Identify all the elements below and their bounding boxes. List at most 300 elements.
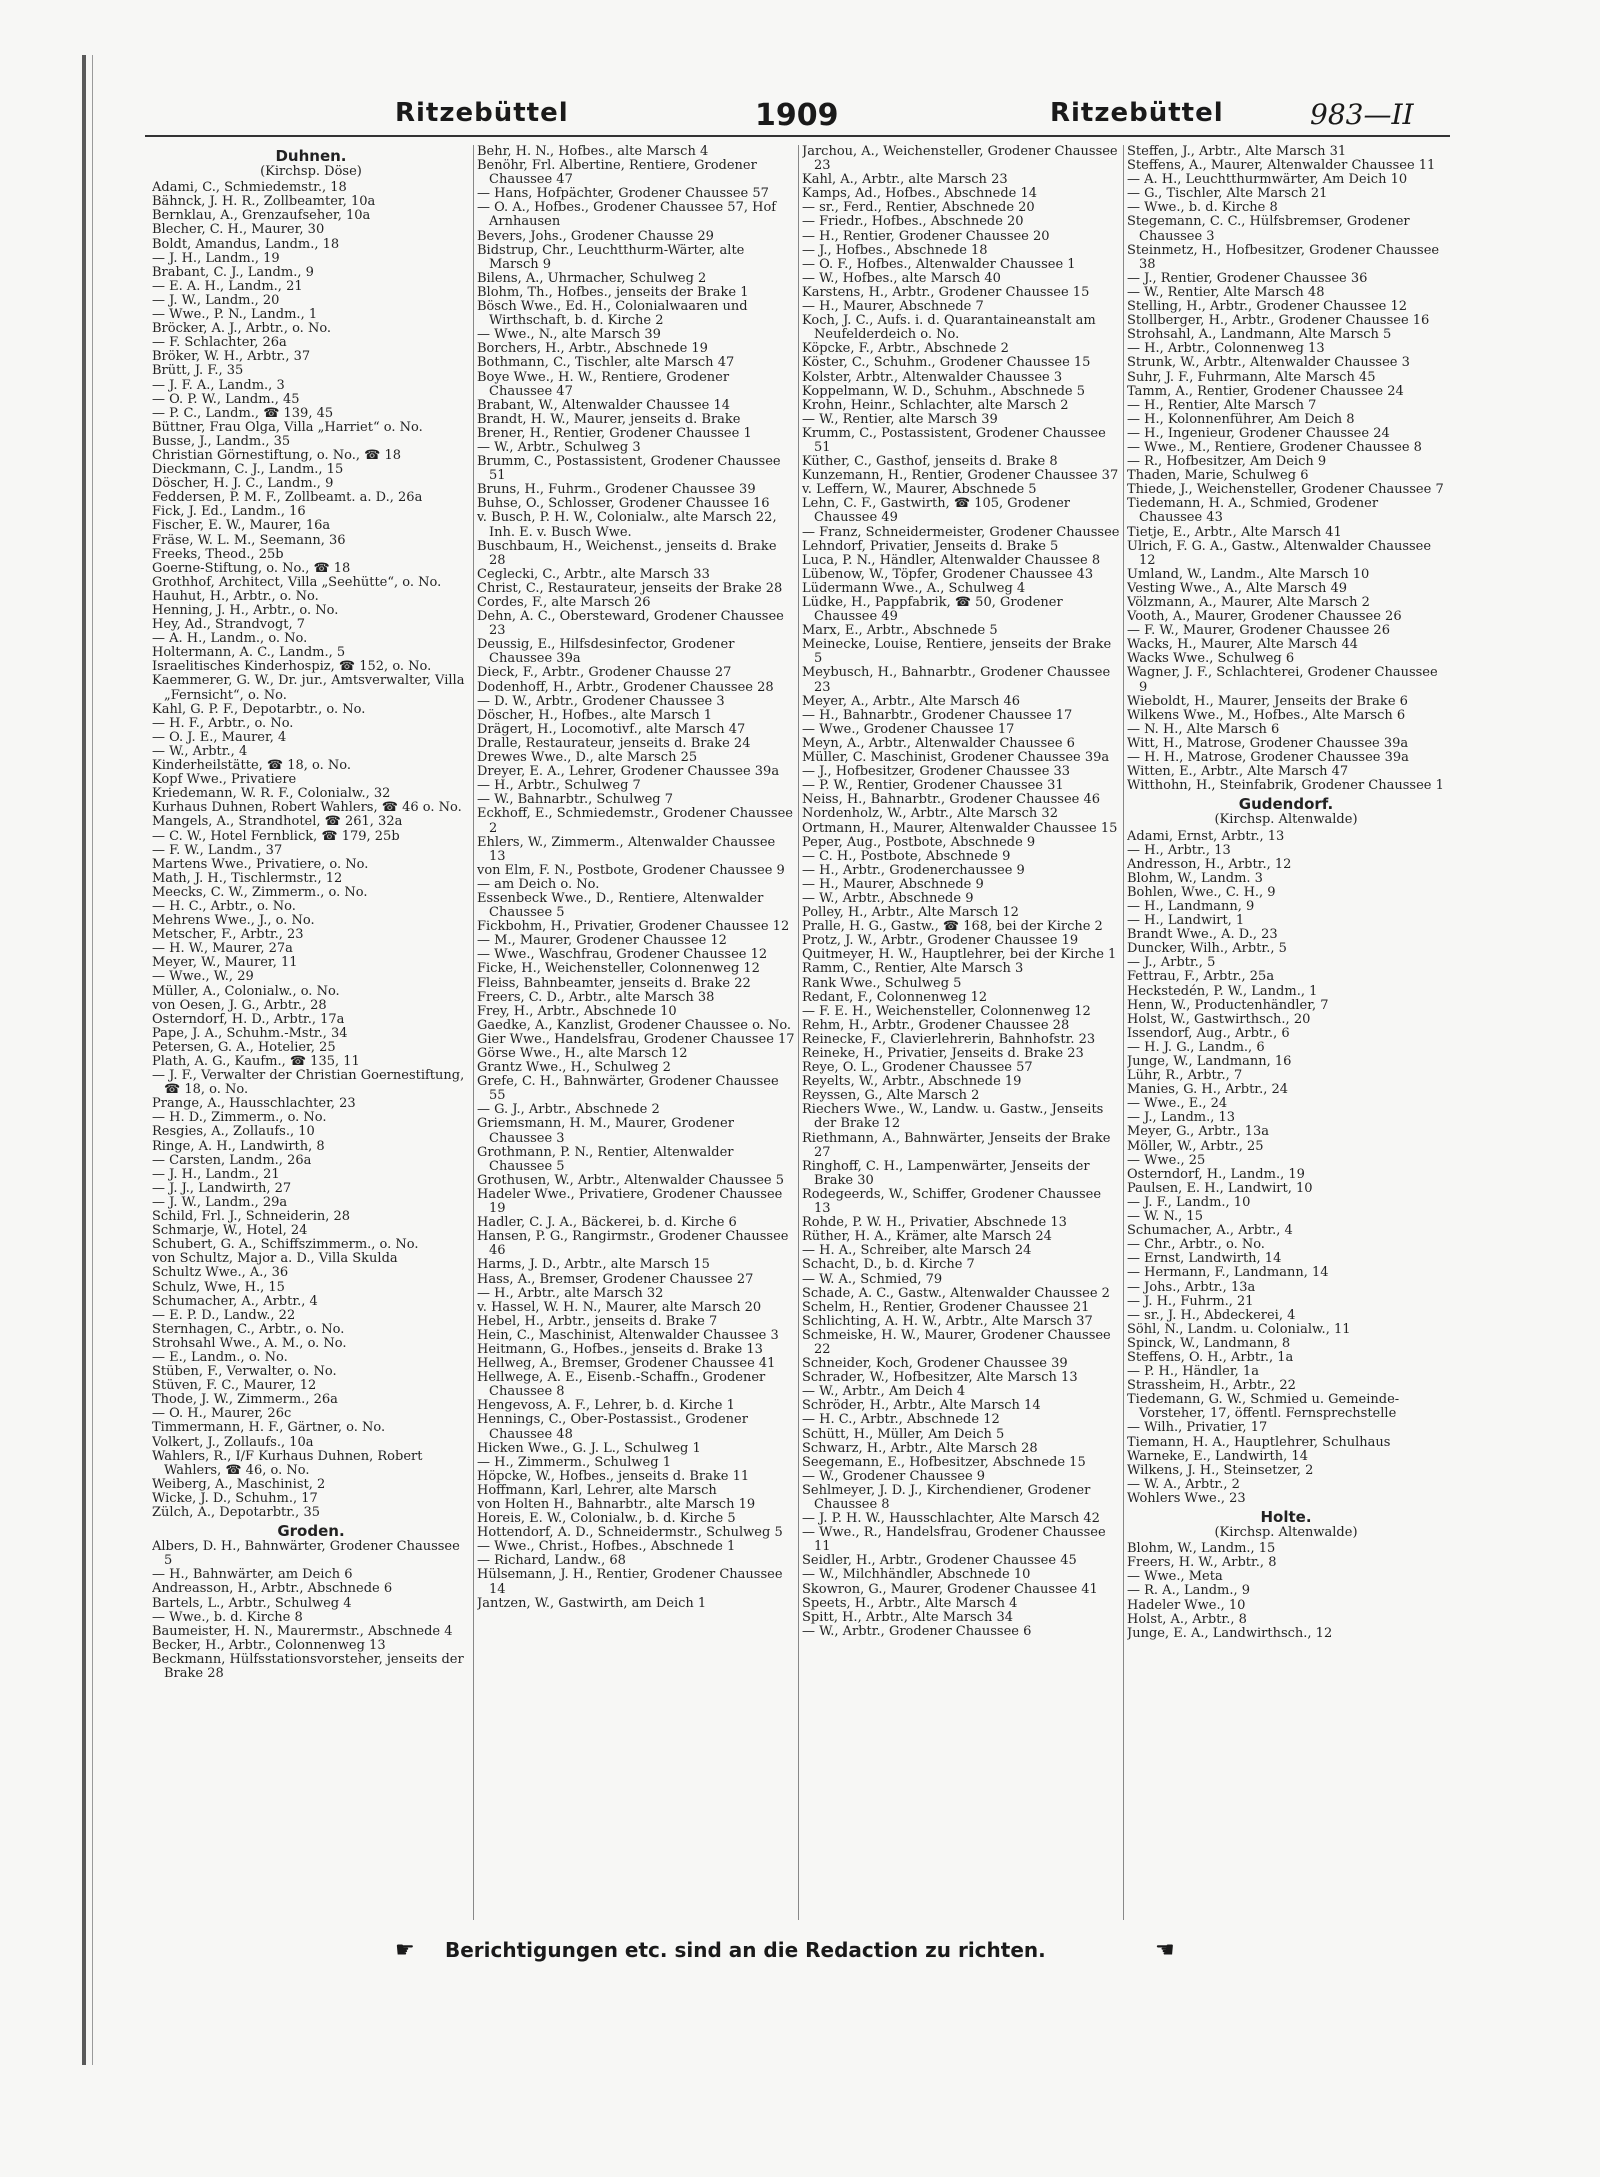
directory-entry: Quitmeyer, H. W., Hauptlehrer, bei der Kirche 1 (802, 947, 1117, 963)
directory-entry: Bothmann, C., Tischler, alte Marsch 47 (477, 355, 735, 371)
directory-entry: Holst, W., Gastwirthsch., 20 (1127, 1011, 1311, 1027)
directory-entry: Boldt, Amandus, Landm., 18 (152, 236, 340, 252)
directory-entry: Müller, A., Colonialw., o. No. (152, 983, 340, 999)
directory-entry: Pralle, H. G., Gastw., ☎ 168, bei der Kirche 2 (802, 919, 1103, 935)
directory-entry: — H., Arbtr., alte Marsch 32 (477, 1285, 664, 1301)
directory-entry: — R. A., Landm., 9 (1127, 1583, 1251, 1599)
directory-entry: — J. H., Fuhrm., 21 (1127, 1293, 1254, 1309)
directory-entry: Wicke, J. D., Schuhm., 17 (152, 1490, 318, 1506)
directory-entry: Cordes, F., alte Marsch 26 (477, 595, 651, 610)
directory-entry: — F. E. H., Weichensteller, Colonnenweg 12 (802, 1003, 1091, 1019)
directory-entry: Timmermann, H. F., Gärtner, o. No. (152, 1420, 386, 1436)
directory-entry: von Oesen, J. G., Arbtr., 28 (152, 997, 327, 1013)
directory-entry: — D. W., Arbtr., Grodener Chaussee 3 (477, 693, 725, 709)
directory-entry: — J., Landm., 13 (1127, 1110, 1236, 1126)
directory-entry: Thode, J. W., Zimmerm., 26a (152, 1392, 338, 1408)
page-number: 983—II (1310, 98, 1414, 131)
directory-entry: Brumm, C., Postassistent, Grodener Chaussee 51 (477, 454, 781, 484)
directory-entry: — H., Arbtr., 13 (1127, 842, 1231, 858)
directory-entry: von Schultz, Major a. D., Villa Skulda (152, 1251, 398, 1267)
directory-entry: — H., Arbtr., Grodenerchaussee 9 (802, 862, 1025, 878)
directory-entry: Math, J. H., Tischlermstr., 12 (152, 870, 343, 886)
directory-entry: Christian Görnestiftung, o. No., ☎ 18 (152, 447, 402, 463)
directory-entry: Stüben, F., Verwalter, o. No. (152, 1364, 337, 1380)
directory-entry: Drägert, H., Locomotivf., alte Marsch 47 (477, 721, 746, 737)
directory-entry: Grantz Wwe., H., Schulweg 2 (477, 1060, 671, 1076)
directory-entry: Reyssen, G., Alte Marsch 2 (802, 1088, 980, 1104)
directory-entry: Witt, H., Matrose, Grodener Chaussee 39a (1127, 735, 1409, 751)
directory-entry: Wahlers, R., I/F Kurhaus Duhnen, Robert Wahlers, ☎ 46, o. No. (152, 1448, 423, 1478)
directory-entry: Luca, P. N., Händler, Altenwalder Chaussee 8 (802, 552, 1101, 568)
directory-entry: Adami, C., Schmiedemstr., 18 (152, 180, 347, 196)
directory-entry: Pape, J. A., Schuhm.-Mstr., 34 (152, 1025, 348, 1041)
directory-entry: Dreyer, E. A., Lehrer, Grodener Chaussee 39a (477, 764, 780, 780)
directory-entry: Prange, A., Hausschlachter, 23 (152, 1096, 356, 1112)
directory-entry: Griemsmann, H. M., Maurer, Grodener Chaussee 3 (477, 1116, 734, 1146)
directory-entry: — H. H., Matrose, Grodener Chaussee 39a (1127, 750, 1409, 766)
directory-entry: Andresson, H., Arbtr., 12 (1127, 856, 1292, 872)
directory-entry: Bilens, A., Uhrmacher, Schulweg 2 (477, 270, 707, 286)
directory-entry: Spinck, W., Landmann, 8 (1127, 1335, 1291, 1351)
directory-entry: — H. J. G., Landm., 6 (1127, 1039, 1265, 1055)
directory-entry: — F. W., Maurer, Grodener Chaussee 26 (1127, 623, 1390, 639)
directory-entry: Schulz, Wwe, H., 15 (152, 1279, 285, 1295)
pointing-hand-right-icon: ☛ (395, 1938, 415, 1963)
directory-entry: — H. D., Zimmerm., o. No. (152, 1110, 327, 1126)
directory-entry: — H. C., Arbtr., o. No. (152, 898, 296, 914)
header-place-right: Ritzebüttel (1050, 98, 1224, 128)
directory-entry: Hadeler Wwe., 10 (1127, 1597, 1246, 1613)
directory-entry: Busse, J., Landm., 35 (152, 433, 291, 449)
directory-entry: Marx, E., Arbtr., Abschnede 5 (802, 623, 998, 639)
directory-entry: Grothhof, Architect, Villa „Seehütte“, o. No. (152, 574, 442, 590)
directory-entry: — H., Rentier, Grodener Chaussee 20 (802, 228, 1050, 244)
directory-entry: Hebel, H., Arbtr., jenseits d. Brake 7 (477, 1313, 718, 1329)
directory-entry: Bartels, L., Arbtr., Schulweg 4 (152, 1595, 352, 1611)
directory-entry: Wieboldt, H., Maurer, Jenseits der Brake 6 (1127, 693, 1408, 709)
directory-entry: Rehm, H., Arbtr., Grodener Chaussee 28 (802, 1017, 1070, 1033)
directory-entry: — J. F., Landm., 10 (1127, 1194, 1251, 1210)
directory-entry: von Holten H., Bahnarbtr., alte Marsch 19 (477, 1497, 756, 1512)
directory-entry: Nordenholz, W., Arbtr., Alte Marsch 32 (802, 806, 1058, 822)
directory-entry: Lühr, R., Arbtr., 7 (1127, 1068, 1243, 1084)
directory-entry: Bröker, W. H., Arbtr., 37 (152, 349, 311, 365)
directory-entry: Holtermann, A. C., Landm., 5 (152, 645, 346, 661)
directory-entry: — W., Hofbes., alte Marsch 40 (802, 270, 1001, 286)
directory-entry: Schubert, G. A., Schiffszimmerm., o. No. (152, 1237, 419, 1253)
directory-entry: Hansen, P. G., Rangirmstr., Grodener Chaussee 46 (477, 1229, 789, 1259)
binding-edge-line (92, 55, 93, 2065)
directory-entry: Koch, J. C., Aufs. i. d. Quarantaineanstalt am Neufelderdeich o. No. (802, 313, 1096, 343)
directory-entry: Hottendorf, A. D., Schneidermstr., Schulweg 5 (477, 1525, 783, 1541)
directory-entry: Brabant, W., Altenwalder Chaussee 14 (477, 397, 731, 413)
directory-entry: — Wwe., b. d. Kirche 8 (152, 1609, 303, 1625)
directory-entry: Tiedemann, G. W., Schmied u. Gemeinde-Vorsteher, 17, öffentl. Fernsprechstelle (1127, 1392, 1400, 1422)
directory-entry: Protz, J. W., Arbtr., Grodener Chaussee 19 (802, 933, 1079, 949)
directory-entry: Schacht, D., b. d. Kirche 7 (802, 1257, 975, 1273)
pointing-hand-left-icon: ☚ (1155, 1938, 1175, 1963)
directory-entry: Hass, A., Bremser, Grodener Chaussee 27 (477, 1271, 754, 1287)
directory-entry: Strohsahl, A., Landmann, Alte Marsch 5 (1127, 327, 1392, 343)
header-place-left: Ritzebüttel (395, 98, 569, 128)
directory-entry: — N. H., Alte Marsch 6 (1127, 721, 1280, 737)
directory-entry: Hennings, C., Ober-Postassist., Grodener Chaussee 48 (477, 1412, 748, 1442)
directory-entry: Ehlers, W., Zimmerm., Altenwalder Chaussee 13 (477, 834, 776, 864)
directory-entry: Buhse, O., Schlosser, Grodener Chaussee 16 (477, 496, 770, 512)
directory-entry: Manies, G. H., Arbtr., 24 (1127, 1082, 1289, 1098)
directory-entry: Reyelts, W., Arbtr., Abschnede 19 (802, 1074, 1022, 1090)
directory-entry: Essenbeck Wwe., D., Rentiere, Altenwalder Chaussee 5 (477, 890, 764, 921)
directory-entry: Höpcke, W., Hofbes., jenseits d. Brake 11 (477, 1468, 750, 1484)
directory-entry: Tietje, E., Arbtr., Alte Marsch 41 (1127, 524, 1342, 540)
directory-entry: Riethmann, A., Bahnwärter, Jenseits der Brake 27 (802, 1130, 1111, 1160)
directory-entry: Polley, H., Arbtr., Alte Marsch 12 (802, 905, 1019, 921)
directory-entry: Steffens, A., Maurer, Altenwalder Chaussee 11 (1127, 158, 1436, 174)
directory-entry: Beckmann, Hülfsstationsvorsteher, jenseits der Brake 28 (152, 1651, 464, 1682)
directory-entry: — W. N., 15 (1127, 1209, 1203, 1225)
directory-entry: — Richard, Landw., 68 (477, 1553, 626, 1569)
column-3 (802, 145, 1120, 1920)
header-rule (145, 135, 1450, 137)
directory-entry: Spitt, H., Arbtr., Alte Marsch 34 (802, 1609, 1014, 1625)
directory-entry: — sr., J. H., Abdeckerei, 4 (1127, 1307, 1296, 1323)
directory-entry: — H. A., Schreiber, alte Marsch 24 (802, 1243, 1032, 1259)
directory-entry: Bohlen, Wwe., C. H., 9 (1127, 884, 1276, 900)
directory-entry: Kahl, A., Arbtr., alte Marsch 23 (802, 172, 1008, 188)
directory-entry: — H., Maurer, Abschnede 9 (802, 876, 984, 892)
directory-entry: Fleiss, Bahnbeamter, jenseits d. Brake 22 (477, 975, 751, 991)
directory-entry: — J. W., Landm., 20 (152, 292, 280, 308)
directory-entry: Stüven, F. C., Maurer, 12 (152, 1378, 317, 1394)
directory-entry: Freers, H. W., Arbtr., 8 (1127, 1555, 1277, 1571)
directory-entry: Henning, J. H., Arbtr., o. No. (152, 603, 339, 618)
directory-entry: — Wwe., W., 29 (152, 969, 254, 985)
directory-entry: Plath, A. G., Kaufm., ☎ 135, 11 (152, 1054, 360, 1069)
directory-entry: Reineke, H., Privatier, Jenseits d. Brake 23 (802, 1046, 1084, 1061)
directory-entry: Boye Wwe., H. W., Rentiere, Grodener Chaussee 47 (477, 369, 730, 399)
directory-entry: Christ, C., Restaurateur, jenseits der Brake 28 (477, 580, 783, 596)
directory-entry: — E., Landm., o. No. (152, 1349, 288, 1365)
directory-entry: Meecks, C. W., Zimmerm., o. No. (152, 884, 368, 900)
directory-entry: Eckhoff, E., Schmiedemstr., Grodener Chaussee 2 (477, 806, 793, 836)
directory-entry: Möller, W., Arbtr., 25 (1127, 1138, 1264, 1154)
directory-entry: — H., Rentier, Alte Marsch 7 (1127, 397, 1317, 413)
directory-entry: Wilkens, J. H., Steinsetzer, 2 (1127, 1462, 1314, 1478)
directory-entry: Kopf Wwe., Privatiere (152, 772, 297, 788)
column-2 (477, 145, 795, 1920)
binding-edge (82, 55, 86, 2065)
directory-entry: Bruns, H., Fuhrm., Grodener Chaussee 39 (477, 482, 756, 498)
directory-entry: — H., Landwirt, 1 (1127, 913, 1245, 929)
directory-entry: Rank Wwe., Schulweg 5 (802, 975, 962, 991)
directory-entry: — W., Rentier, Alte Marsch 48 (1127, 284, 1325, 300)
directory-entry: Grefe, C. H., Bahnwärter, Grodener Chaussee 55 (477, 1074, 779, 1104)
directory-entry: Wilkens Wwe., M., Hofbes., Alte Marsch 6 (1127, 707, 1406, 723)
directory-entry: — W., Arbtr., Grodener Chaussee 6 (802, 1623, 1032, 1639)
directory-entry: Martens Wwe., Privatiere, o. No. (152, 856, 369, 872)
directory-entry: — Wwe., b. d. Kirche 8 (1127, 200, 1278, 216)
directory-entry: Albers, D. H., Bahnwärter, Grodener Chaussee 5 (152, 1539, 460, 1569)
directory-entry: Adami, Ernst, Arbtr., 13 (1127, 828, 1285, 844)
directory-entry: — O. J. E., Maurer, 4 (152, 729, 287, 745)
directory-entry: Müller, C. Maschinist, Grodener Chaussee 39a (802, 750, 1110, 766)
directory-entry: — W., Rentier, alte Marsch 39 (802, 411, 998, 427)
directory-entry: Vesting Wwe., A., Alte Marsch 49 (1127, 580, 1348, 596)
directory-entry: Hellwege, A. E., Eisenb.-Schaffn., Grodener Chaussee 8 (477, 1370, 766, 1400)
directory-entry: Brandt, H. W., Maurer, jenseits d. Brake (477, 411, 741, 427)
directory-entry: Lüdke, H., Pappfabrik, ☎ 50, Grodener Chaussee 49 (802, 595, 1063, 625)
directory-entry: Krohn, Heinr., Schlachter, alte Marsch 2 (802, 397, 1069, 413)
footer-text: Berichtigungen etc. sind an die Redaction zu richten. (445, 1938, 1046, 1962)
directory-entry: Hengevoss, A. F., Lehrer, b. d. Kirche 1 (477, 1398, 735, 1414)
directory-entry: Schütt, H., Müller, Am Deich 5 (802, 1426, 1005, 1442)
directory-entry: — Hermann, F., Landmann, 14 (1127, 1265, 1329, 1281)
directory-entry: Weiberg, A., Maschinist, 2 (152, 1476, 326, 1492)
directory-entry: Ringhoff, C. H., Lampenwärter, Jenseits der Brake 30 (802, 1158, 1090, 1188)
directory-entry: Dieck, F., Arbtr., Grodener Chausse 27 (477, 665, 732, 681)
directory-entry: v. Busch, P. H. W., Colonialw., alte Marsch 22, Inh. E. v. Busch Wwe. (477, 510, 777, 540)
directory-entry: Hadeler Wwe., Privatiere, Grodener Chaussee 19 (477, 1186, 783, 1217)
directory-entry: Köster, C., Schuhm., Grodener Chaussee 15 (802, 355, 1091, 371)
directory-entry: — Friedr., Hofbes., Abschnede 20 (802, 214, 1024, 230)
directory-entry: Steinmetz, H., Hofbesitzer, Grodener Chaussee 38 (1127, 242, 1440, 272)
directory-entry: Jarchou, A., Weichensteller, Grodener Chaussee 23 (802, 145, 1118, 174)
directory-entry: Resgies, A., Zollaufs., 10 (152, 1124, 315, 1140)
directory-entry: — C. W., Hotel Fernblick, ☎ 179, 25b (152, 828, 400, 844)
directory-entry: — Wwe., Grodener Chaussee 17 (802, 721, 1015, 737)
directory-entry: Freers, C. D., Arbtr., alte Marsch 38 (477, 989, 715, 1005)
directory-entry: — W., Arbtr., Am Deich 4 (802, 1384, 966, 1400)
directory-entry: Mehrens Wwe., J., o. No. (152, 913, 315, 929)
directory-entry: Paulsen, E. H., Landwirt, 10 (1127, 1180, 1313, 1196)
directory-entry: Wacks, H., Maurer, Alte Marsch 44 (1127, 637, 1359, 653)
directory-entry: Osterndorf, H., Landm., 19 (1127, 1166, 1305, 1182)
directory-entry: — J., Rentier, Grodener Chaussee 36 (1127, 270, 1368, 286)
directory-entry: — J., Arbtr., 5 (1127, 955, 1216, 971)
directory-entry: Schumacher, A., Arbtr., 4 (1127, 1223, 1293, 1239)
directory-entry: Rodegeerds, W., Schiffer, Grodener Chaussee 13 (802, 1186, 1102, 1217)
directory-entry: — Franz, Schneidermeister, Grodener Chaussee (802, 524, 1120, 540)
directory-entry: Riechers Wwe., W., Landw. u. Gastw., Jenseits der Brake 12 (802, 1102, 1104, 1132)
directory-entry: — W., Bahnarbtr., Schulweg 7 (477, 792, 673, 808)
directory-entry: Witten, E., Arbtr., Alte Marsch 47 (1127, 764, 1349, 780)
directory-entry: — H., Bahnwärter, am Deich 6 (152, 1567, 353, 1583)
directory-entry: Lüdermann Wwe., A., Schulweg 4 (802, 580, 1026, 596)
directory-entry: Schröder, H., Arbtr., Alte Marsch 14 (802, 1398, 1041, 1414)
directory-entry: Junge, E. A., Landwirthsch., 12 (1127, 1625, 1333, 1641)
directory-entry: Büttner, Frau Olga, Villa „Harriet“ o. No. (152, 419, 423, 435)
directory-entry: Andreasson, H., Arbtr., Abschnede 6 (152, 1581, 393, 1597)
directory-entry: v. Hassel, W. H. N., Maurer, alte Marsch 20 (477, 1299, 762, 1315)
directory-entry: Krumm, C., Postassistent, Grodener Chaussee 51 (802, 425, 1106, 455)
directory-entry: Suhr, J. F., Fuhrmann, Alte Marsch 45 (1127, 369, 1376, 385)
directory-entry: Söhl, N., Landm. u. Colonialw., 11 (1127, 1321, 1351, 1337)
directory-entry: — H. W., Maurer, 27a (152, 941, 293, 957)
directory-entry: Brabant, C. J., Landm., 9 (152, 264, 314, 280)
directory-entry: — H., Kolonnenführer, Am Deich 8 (1127, 411, 1355, 427)
directory-entry: — Hans, Hofpächter, Grodener Chaussee 57 (477, 186, 769, 202)
section-heading: Holte. (1260, 1508, 1312, 1526)
directory-entry: Schlichting, A. H. W., Arbtr., Alte Marsch 37 (802, 1313, 1093, 1329)
directory-entry: Ringe, A. H., Landwirth, 8 (152, 1138, 325, 1154)
directory-entry: Bähnck, J. H. R., Zollbeamter, 10a (152, 194, 376, 210)
directory-entry: Horeis, E. W., Colonialw., b. d. Kirche 5 (477, 1511, 736, 1527)
directory-entry: Küther, C., Gasthof, jenseits d. Brake 8 (802, 454, 1058, 470)
directory-entry: Stelling, H., Arbtr., Grodener Chaussee 12 (1127, 299, 1408, 315)
directory-entry: Hein, C., Maschinist, Altenwalder Chaussee 3 (477, 1327, 779, 1343)
directory-entry: Kaemmerer, G. W., Dr. jur., Amtsverwalter, Villa „Fernsicht“, o. No. (152, 673, 465, 703)
directory-entry: — Wwe., M., Rentiere, Grodener Chaussee 8 (1127, 439, 1422, 455)
address-columns (152, 145, 1444, 1920)
directory-entry: Baumeister, H. N., Maurermstr., Abschnede 4 (152, 1623, 453, 1639)
directory-entry: — J. W., Landm., 29a (152, 1194, 288, 1210)
directory-entry: — O. A., Hofbes., Grodener Chaussee 57, Hof Arnhausen (477, 200, 777, 230)
directory-entry: Brütt, J. F., 35 (152, 363, 244, 379)
directory-entry: Görse Wwe., H., alte Marsch 12 (477, 1046, 688, 1061)
directory-entry: Meybusch, H., Bahnarbtr., Grodener Chaussee 23 (802, 665, 1111, 695)
directory-entry: Issendorf, Aug., Arbtr., 6 (1127, 1025, 1290, 1041)
directory-entry: — W., Grodener Chaussee 9 (802, 1468, 986, 1484)
directory-entry: — W., Arbtr., Schulweg 3 (477, 439, 641, 455)
directory-entry: Israelitisches Kinderhospiz, ☎ 152, o. No. (152, 659, 432, 675)
directory-entry: Harms, J. D., Arbtr., alte Marsch 15 (477, 1257, 710, 1273)
section-heading: Gudendorf. (1238, 795, 1334, 814)
directory-entry: Junge, W., Landmann, 16 (1127, 1054, 1292, 1069)
directory-entry: Kamps, Ad., Hofbes., Abschnede 14 (802, 186, 1038, 202)
directory-entry: Lehn, C. F., Gastwirth, ☎ 105, Grodener Chaussee 49 (802, 496, 1070, 526)
directory-entry: — H., Maurer, Abschnede 7 (802, 299, 984, 315)
directory-entry: Schade, A. C., Gastw., Altenwalder Chaussee 2 (802, 1285, 1110, 1301)
directory-entry: Mangels, A., Strandhotel, ☎ 261, 32a (152, 814, 403, 830)
directory-entry: Witthohn, H., Steinfabrik, Grodener Chaussee 1 (1127, 778, 1444, 794)
directory-entry: Tiemann, H. A., Hauptlehrer, Schulhaus (1127, 1434, 1391, 1450)
directory-entry: Osterndorf, H. D., Arbtr., 17a (152, 1011, 345, 1027)
directory-entry: — H., Ingenieur, Grodener Chaussee 24 (1127, 425, 1390, 441)
directory-entry: Döscher, H., Hofbes., alte Marsch 1 (477, 707, 713, 723)
directory-entry: Thiede, J., Weichensteller, Grodener Chaussee 7 (1127, 482, 1444, 498)
directory-entry: — Johs., Arbtr., 13a (1127, 1279, 1256, 1295)
directory-entry: — Wwe., P. N., Landm., 1 (152, 307, 318, 323)
page-header (150, 98, 1440, 134)
directory-entry: Volkert, J., Zollaufs., 10a (152, 1434, 314, 1450)
directory-entry: Henn, W., Productenhändler, 7 (1127, 997, 1329, 1013)
directory-entry: Strassheim, H., Arbtr., 22 (1127, 1378, 1296, 1394)
directory-entry: — A. H., Landm., o. No. (152, 631, 308, 647)
directory-entry: — O. H., Maurer, 26c (152, 1406, 292, 1422)
directory-entry: Köpcke, F., Arbtr., Abschnede 2 (802, 341, 1009, 357)
directory-entry: — Wwe., Christ., Hofbes., Abschnede 1 (477, 1539, 736, 1555)
directory-entry: Duncker, Wilh., Arbtr., 5 (1127, 941, 1287, 957)
directory-entry: Redant, F., Colonnenweg 12 (802, 989, 988, 1005)
directory-entry: Schmeiske, H. W., Maurer, Grodener Chaussee 22 (802, 1327, 1111, 1357)
directory-entry: — J. P. H. W., Hausschlachter, Alte Marsch 42 (802, 1511, 1100, 1527)
directory-entry: — H., Arbtr., Schulweg 7 (477, 778, 641, 794)
directory-entry: Hey, Ad., Strandvogt, 7 (152, 617, 306, 633)
directory-entry: — W., Milchhändler, Abschnede 10 (802, 1567, 1031, 1583)
directory-entry: Meyer, G., Arbtr., 13a (1127, 1124, 1270, 1140)
directory-entry: Hauhut, H., Arbtr., o. No. (152, 588, 319, 604)
directory-entry: Reinecke, F., Clavierlehrerin, Bahnhofstr. 23 (802, 1031, 1096, 1047)
directory-entry: Meyer, W., Maurer, 11 (152, 955, 298, 971)
directory-entry: Lehndorf, Privatier, Jenseits d. Brake 5 (802, 538, 1059, 554)
directory-entry: Karstens, H., Arbtr., Grodener Chaussee 15 (802, 284, 1090, 300)
directory-entry: — W. A., Schmied, 79 (802, 1271, 943, 1287)
section-heading: Groden. (277, 1522, 345, 1541)
directory-entry: — Ernst, Landwirth, 14 (1127, 1251, 1282, 1267)
directory-entry: Deussig, E., Hilfsdesinfector, Grodener Chaussee 39a (477, 637, 735, 667)
directory-entry: — E. P. D., Landw., 22 (152, 1307, 296, 1323)
directory-entry: Feddersen, P. M. F., Zollbeamt. a. D., 26a (152, 490, 423, 506)
directory-entry: Wohlers Wwe., 23 (1127, 1490, 1246, 1506)
directory-entry: — Wwe., Meta (1127, 1569, 1223, 1585)
directory-entry: Buschbaum, H., Weichenst., jenseits d. Brake 28 (477, 538, 777, 568)
directory-entry: Hicken Wwe., G. J. L., Schulweg 1 (477, 1440, 701, 1456)
directory-entry: — F. W., Landm., 37 (152, 842, 283, 858)
directory-entry: Kinderheilstätte, ☎ 18, o. No. (152, 758, 352, 774)
directory-entry: — J. J., Landwirth, 27 (152, 1180, 292, 1196)
header-year: 1909 (755, 98, 839, 133)
directory-entry: Bröcker, A. J., Arbtr., o. No. (152, 321, 332, 337)
footer-notice (395, 1936, 1215, 1970)
directory-entry: — Wwe., E., 24 (1127, 1096, 1228, 1112)
directory-entry: Brener, H., Rentier, Grodener Chaussee 1 (477, 425, 752, 441)
directory-entry: Petersen, G. A., Hotelier, 25 (152, 1039, 336, 1055)
directory-entry: Steffens, O. H., Arbtr., 1a (1127, 1349, 1294, 1365)
directory-entry: Tamm, A., Rentier, Grodener Chaussee 24 (1127, 383, 1404, 399)
directory-entry: Wagner, J. F., Schlachterei, Grodener Chaussee 9 (1127, 665, 1438, 695)
directory-entry: Speets, H., Arbtr., Alte Marsch 4 (802, 1595, 1018, 1611)
directory-entry: — O. F., Hofbes., Altenwalder Chaussee 1 (802, 256, 1076, 272)
directory-entry: Bidstrup, Chr., Leuchtthurm-Wärter, alte Marsch 9 (477, 242, 745, 272)
directory-entry: Strunk, W., Arbtr., Altenwalder Chaussee 3 (1127, 355, 1410, 371)
directory-entry: — E. A. H., Landm., 21 (152, 278, 303, 294)
directory-entry: — J., Hofbesitzer, Grodener Chaussee 33 (802, 764, 1071, 780)
directory-entry: — J., Hofbes., Abschnede 18 (802, 242, 988, 258)
section-subtitle: (Kirchsp. Altenwalde) (1214, 1525, 1358, 1541)
directory-entry: Zülch, A., Depotarbtr., 35 (152, 1505, 320, 1520)
directory-entry: Jantzen, W., Gastwirth, am Deich 1 (477, 1595, 707, 1611)
directory-entry: Umland, W., Landm., Alte Marsch 10 (1127, 566, 1370, 582)
directory-entry: Hellweg, A., Bremser, Grodener Chaussee 41 (477, 1356, 776, 1372)
directory-entry: Wacks Wwe., Schulweg 6 (1127, 651, 1295, 667)
directory-entry: Metscher, F., Arbtr., 23 (152, 927, 304, 943)
directory-entry: Skowron, G., Maurer, Grodener Chaussee 41 (802, 1581, 1098, 1597)
directory-entry: Sternhagen, C., Arbtr., o. No. (152, 1321, 345, 1337)
directory-entry: Fettrau, F., Arbtr., 25a (1127, 969, 1275, 985)
directory-entry: Meyer, A., Arbtr., Alte Marsch 46 (802, 693, 1021, 709)
directory-entry: — J. F. A., Landm., 3 (152, 377, 285, 393)
directory-entry: — G., Tischler, Alte Marsch 21 (1127, 186, 1328, 202)
directory-entry: Blecher, C. H., Maurer, 30 (152, 222, 325, 238)
directory-entry: Kurhaus Duhnen, Robert Wahlers, ☎ 46 o. No. (152, 800, 462, 816)
directory-entry: Fräse, W. L. M., Seemann, 36 (152, 532, 346, 548)
directory-entry: Fischer, E. W., Maurer, 16a (152, 518, 331, 534)
directory-entry: Schmarje, W., Hotel, 24 (152, 1223, 308, 1239)
directory-entry: Rohde, P. W. H., Privatier, Abschnede 13 (802, 1215, 1067, 1231)
directory-entry: Ortmann, H., Maurer, Altenwalder Chaussee 15 (802, 820, 1118, 836)
directory-entry: — C. H., Postbote, Abschnede 9 (802, 848, 1011, 864)
directory-entry: Schumacher, A., Arbtr., 4 (152, 1293, 318, 1309)
directory-entry: Gier Wwe., Handelsfrau, Grodener Chaussee 17 (477, 1031, 795, 1047)
directory-entry: von Elm, F. N., Postbote, Grodener Chaussee 9 (477, 862, 785, 878)
directory-entry: Benöhr, Frl. Albertine, Rentiere, Grodener Chaussee 47 (477, 158, 757, 188)
directory-entry: Blohm, W., Landm. 3 (1127, 870, 1263, 886)
directory-entry: — sr., Ferd., Rentier, Abschnede 20 (802, 200, 1035, 216)
directory-entry: Hülsemann, J. H., Rentier, Grodener Chaussee 14 (477, 1567, 783, 1597)
directory-entry: Neiss, H., Bahnarbtr., Grodener Chaussee 46 (802, 792, 1101, 808)
directory-entry: Tiedemann, H. A., Schmied, Grodener Chaussee 43 (1127, 496, 1379, 526)
directory-entry: Becker, H., Arbtr., Colonnenweg 13 (152, 1637, 386, 1653)
